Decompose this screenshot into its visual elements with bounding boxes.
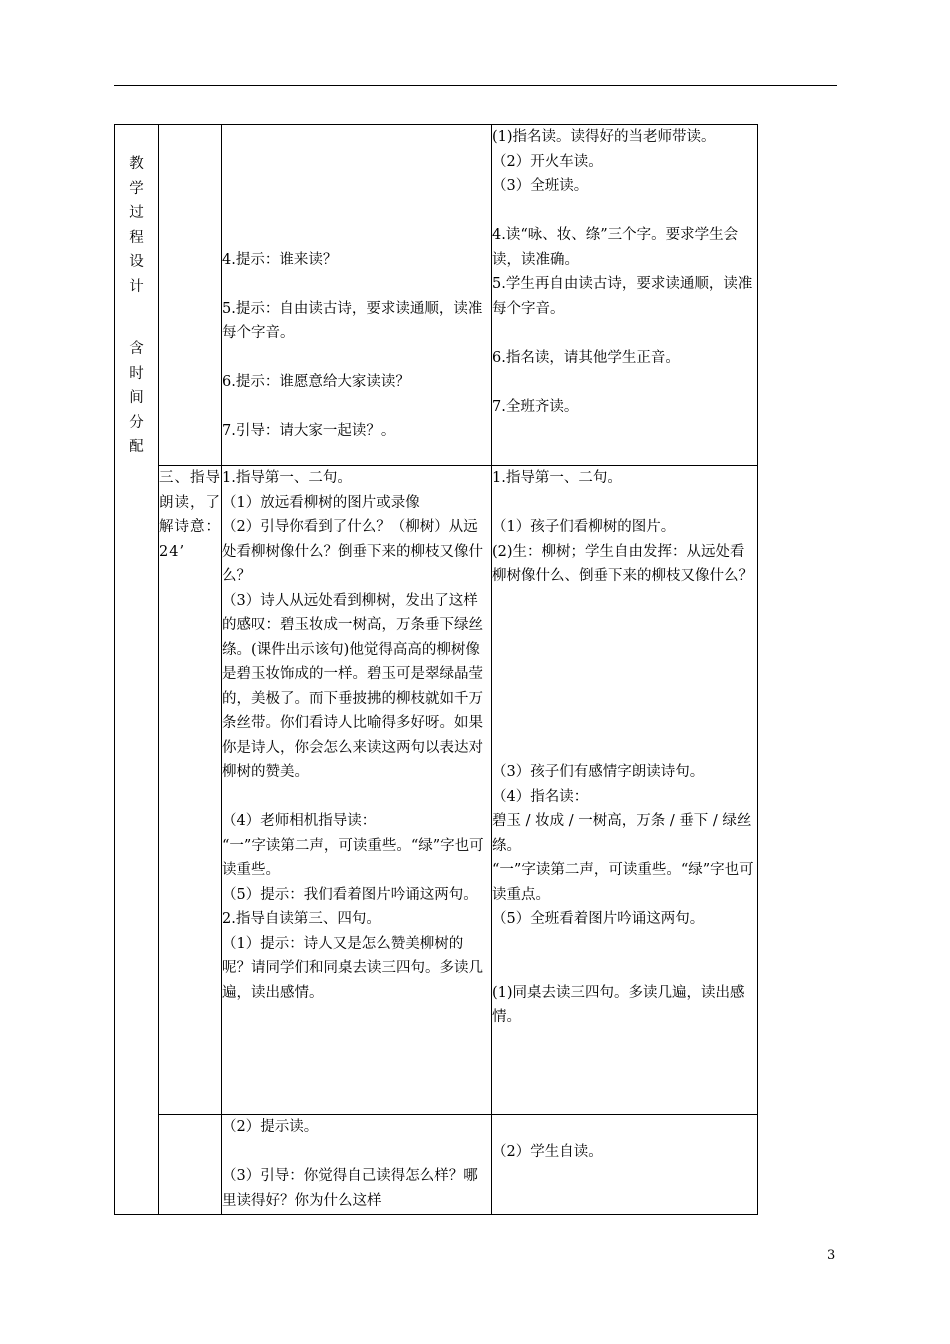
student-paragraph: (1)同桌去读三四句。多读几遍，读出感情。: [492, 984, 745, 1025]
student-paragraph: [492, 662, 757, 687]
student-paragraph: [492, 491, 757, 516]
student-paragraph: （2）开火车读。: [492, 153, 603, 170]
teacher-paragraph: 1.指导第一、二句。: [222, 470, 352, 486]
student-paragraph: “一”字读第二声，可读重些。“绿”字也可读重点。: [492, 862, 754, 903]
vertical-label-top: [115, 152, 158, 299]
student-paragraph: （4）指名读：: [492, 788, 589, 805]
vertical-label-char: 过: [129, 205, 144, 221]
student-paragraph: 6.指名读，请其他学生正音。: [492, 349, 680, 366]
teacher-paragraph: （3）引导：你觉得自己读得怎么样？哪里读得好？你为什么这样: [222, 1168, 478, 1209]
student-cell: [492, 125, 758, 466]
student-activities: [492, 1115, 757, 1164]
lesson-plan-table: [114, 124, 758, 1215]
student-paragraph: （3）全班读。: [492, 178, 589, 194]
teacher-paragraph: 5.提示：自由读古诗，要求读通顺，读准每个字音。: [222, 300, 483, 341]
teacher-activities: [222, 125, 491, 444]
student-cell: [492, 1115, 758, 1215]
student-paragraph: （3）孩子们有感情字朗读诗句。: [492, 764, 705, 780]
teacher-cell: [222, 1115, 492, 1215]
vertical-label-char: 配: [129, 439, 144, 455]
teacher-paragraph: [222, 223, 491, 248]
teacher-paragraph: [222, 174, 491, 199]
teacher-paragraph: [222, 395, 491, 420]
teacher-paragraph: “一”字读第二声，可读重些。“绿”字也可读重些。: [222, 837, 484, 878]
student-paragraph: [492, 956, 757, 981]
teacher-cell: [222, 466, 492, 1115]
table-row: [115, 125, 758, 466]
student-paragraph: [492, 711, 757, 736]
student-paragraph: [492, 687, 757, 712]
teacher-cell: [222, 125, 492, 466]
header-rule: [114, 85, 837, 86]
student-paragraph: (1)指名读。读得好的当老师带读。: [492, 129, 716, 145]
student-paragraph: 4.读“咏、妆、绦”三个字。要求学生会读，读准确。: [492, 227, 739, 268]
student-paragraph: [492, 932, 757, 957]
teacher-activities: [222, 1115, 491, 1213]
student-paragraph: [492, 321, 757, 346]
vertical-label-char: 分: [129, 414, 144, 431]
teacher-paragraph: （1）放远看柳树的图片或录像: [222, 494, 420, 511]
teacher-activities: [222, 466, 491, 1005]
teacher-paragraph: [222, 785, 491, 810]
student-paragraph: （2）学生自读。: [492, 1143, 603, 1160]
student-paragraph: 1.指导第一、二句。: [492, 470, 622, 486]
teacher-paragraph: （4）老师相机指导读：: [222, 813, 377, 829]
section-cell-empty: [159, 125, 222, 466]
student-paragraph: [492, 370, 757, 395]
student-paragraph: [492, 736, 757, 761]
vertical-label-char: 计: [129, 278, 144, 295]
section-title: 三、指导朗读，了解诗意：24’: [159, 470, 221, 560]
section-title-cell: [159, 466, 222, 1115]
table-row: [115, 1115, 758, 1215]
vertical-label-char: 间: [129, 390, 144, 406]
student-cell: [492, 466, 758, 1115]
vertical-label-char: 程: [129, 229, 144, 246]
teacher-paragraph: （2）引导你看到了什么？（柳树）从远处看柳树像什么？倒垂下来的柳枝又像什么？: [222, 519, 483, 584]
student-paragraph: 碧玉 / 妆成 / 一树高，万条 / 垂下 / 绿丝绦。: [492, 813, 752, 854]
vertical-label-char: 含: [129, 341, 144, 357]
vertical-label-char: 教: [129, 156, 144, 172]
vertical-label-char: 时: [129, 365, 144, 382]
teacher-paragraph: [222, 1140, 491, 1165]
teacher-paragraph: 2.指导自读第三、四句。: [222, 911, 381, 927]
teacher-paragraph: 6.提示：谁愿意给大家读读？: [222, 374, 410, 390]
student-paragraph: （1）孩子们看柳树的图片。: [492, 519, 676, 535]
vertical-label: [115, 125, 159, 1215]
student-paragraph: 5.学生再自由读古诗，要求读通顺，读准每个字音。: [492, 276, 753, 317]
teacher-paragraph: 7.引导：请大家一起读？。: [222, 423, 396, 439]
teacher-paragraph: （3）诗人从远处看到柳树，发出了这样的感叹：碧玉妆成一树高，万条垂下绿丝绦。(课件出示该句)他觉得高高的柳树像是碧玉妆饰成的一样。碧玉可是翠绿晶莹的，美极了。而下垂披拂的柳枝就如千万条丝带。你们看诗人比喻得多好呀。如果你是诗人，你会怎么来读这两句以表达对柳树的赞美。: [222, 592, 483, 780]
teacher-paragraph: [222, 150, 491, 175]
teacher-paragraph: [222, 272, 491, 297]
student-paragraph: [492, 638, 757, 663]
page-number: 3: [827, 1248, 836, 1263]
student-activities: [492, 466, 757, 1030]
section-cell-empty: [159, 1115, 222, 1215]
student-paragraph: （5）全班看着图片吟诵这两句。: [492, 911, 705, 927]
student-paragraph: 7.全班齐读。: [492, 398, 579, 415]
table-row: [115, 466, 758, 1115]
vertical-label-bottom: [115, 337, 158, 460]
teacher-paragraph: （1）提示：诗人又是怎么赞美柳树的呢？请同学们和同桌去读三四句。多读几遍，读出感情。: [222, 935, 483, 1001]
teacher-paragraph: [222, 346, 491, 371]
student-activities: [492, 125, 757, 419]
teacher-paragraph: （2）提示读。: [222, 1119, 319, 1135]
teacher-paragraph: [222, 199, 491, 224]
student-paragraph: [492, 589, 757, 614]
teacher-paragraph: 4.提示：谁来读？: [222, 251, 338, 268]
teacher-paragraph: [222, 125, 491, 150]
teacher-paragraph: （5）提示：我们看着图片吟诵这两句。: [222, 886, 478, 903]
student-paragraph: [492, 613, 757, 638]
student-paragraph: (2)生：柳树；学生自由发挥：从远处看柳树像什么、倒垂下来的柳枝又像什么？: [492, 543, 753, 584]
vertical-label-char: 学: [129, 180, 144, 197]
student-paragraph: [492, 199, 757, 224]
student-paragraph: [492, 1115, 757, 1140]
vertical-label-char: 设: [129, 254, 144, 270]
